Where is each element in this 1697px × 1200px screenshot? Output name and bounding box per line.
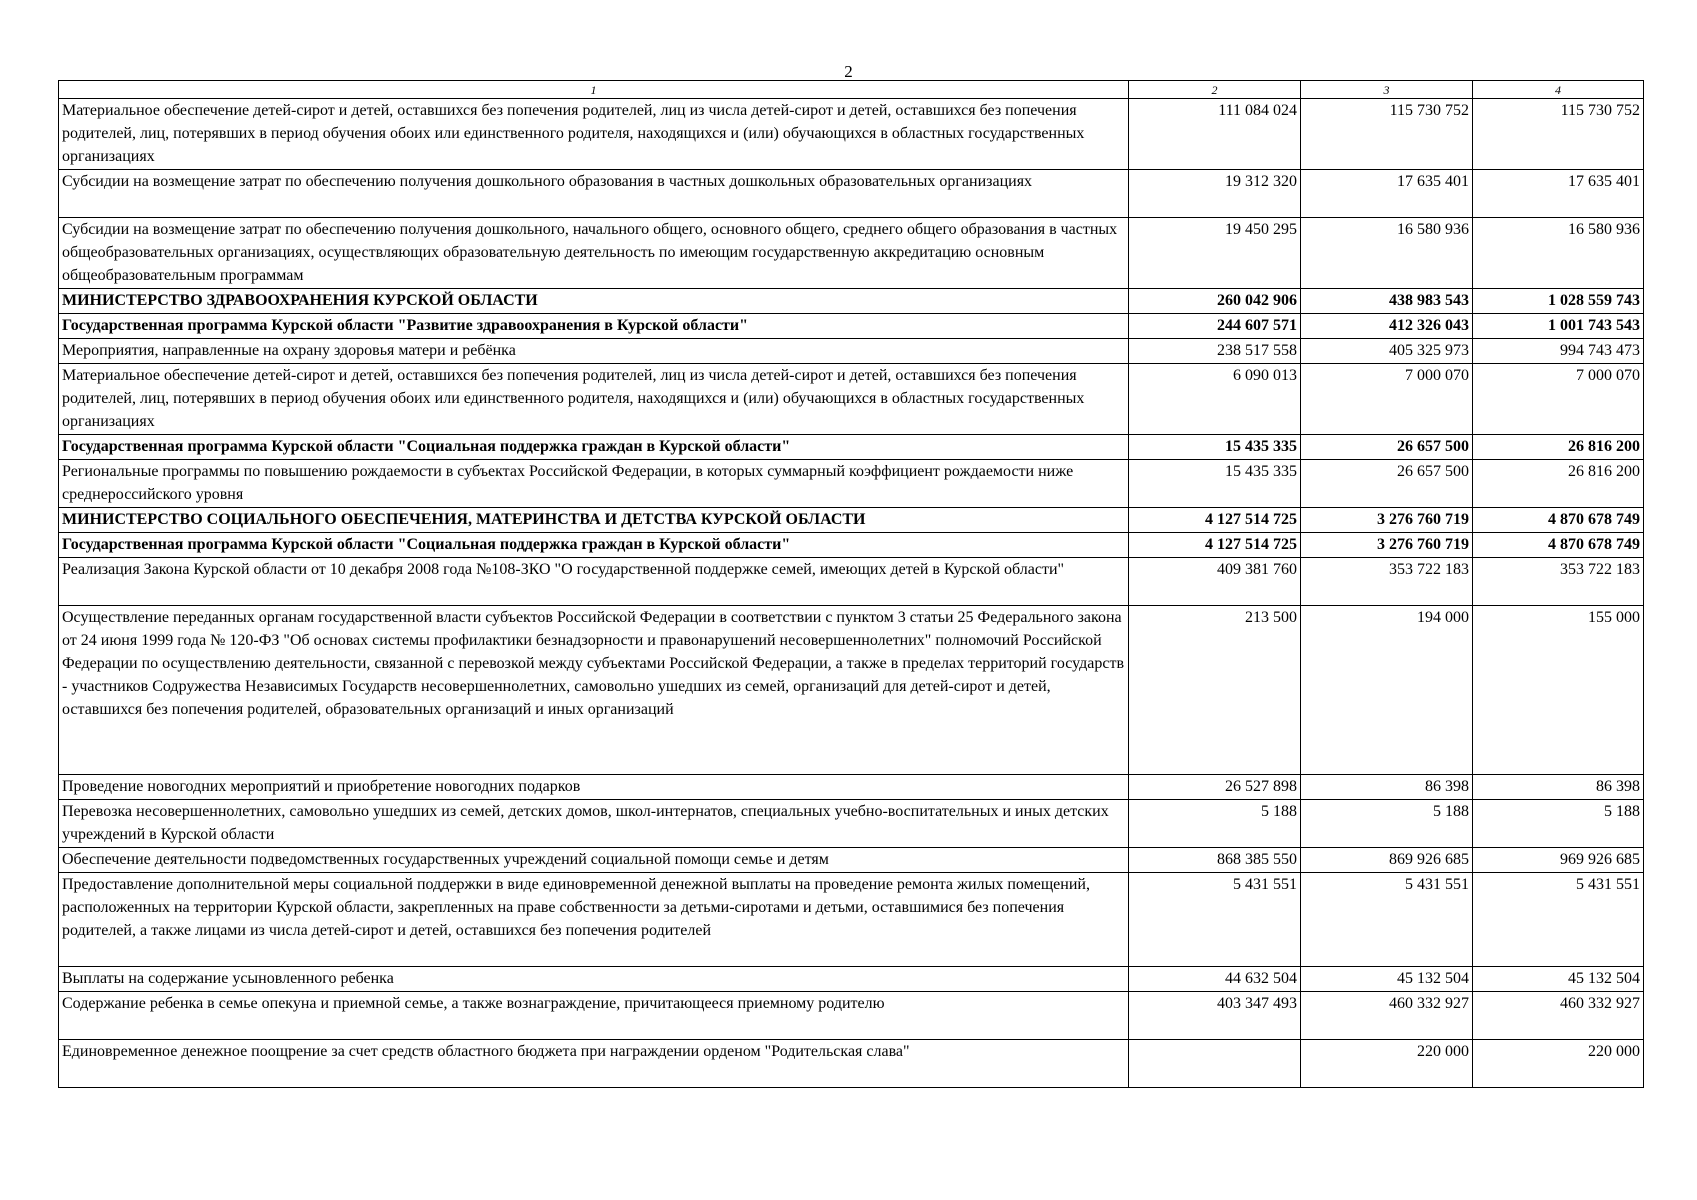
row-value-3: 4 870 678 749 [1473,533,1644,558]
column-header-1: 1 [59,81,1129,99]
row-value-2: 405 325 973 [1301,339,1473,364]
column-header-4: 4 [1473,81,1644,99]
page-number: 2 [844,62,853,81]
row-value-1: 111 084 024 [1129,99,1301,170]
row-value-1: 19 450 295 [1129,218,1301,289]
row-value-1: 15 435 335 [1129,435,1301,460]
budget-table [58,80,1644,1088]
table-row [59,558,1644,606]
row-value-2: 45 132 504 [1301,967,1473,992]
row-value-2: 220 000 [1301,1040,1473,1088]
row-value-1: 26 527 898 [1129,775,1301,800]
row-name: Содержание ребенка в семье опекуна и приемной семье, а также вознаграждение, причитающееся приемному родителю [59,992,1129,1040]
row-value-3: 5 188 [1473,800,1644,848]
row-name: Материальное обеспечение детей-сирот и детей, оставшихся без попечения родителей, лиц из числа детей-сирот и детей, оставшихся без попечения родителей, лиц, потерявших в период обучения обоих или единственного родителя, находящихся и (или) обучающихся в областных государственных организациях [59,364,1129,435]
row-value-2: 412 326 043 [1301,314,1473,339]
table-row-program [59,314,1644,339]
row-value-2: 5 431 551 [1301,873,1473,967]
row-value-3: 1 028 559 743 [1473,289,1644,314]
row-name: Проведение новогодних мероприятий и приобретение новогодних подарков [59,775,1129,800]
row-name: Региональные программы по повышению рождаемости в субъектах Российской Федерации, в которых суммарный коэффициент рождаемости ниже среднероссийского уровня [59,460,1129,508]
row-name: Субсидии на возмещение затрат по обеспечению получения дошкольного, начального общего, основного общего, среднего общего образования в частных общеобразовательных организациях, осуществляющих образовательную деятельность по имеющим государственную аккредитацию основным общеобразовательным программам [59,218,1129,289]
row-value-2: 115 730 752 [1301,99,1473,170]
table-row-program [59,435,1644,460]
row-value-1: 15 435 335 [1129,460,1301,508]
row-value-2: 7 000 070 [1301,364,1473,435]
table-row [59,873,1644,967]
table-row [59,775,1644,800]
row-name: Государственная программа Курской области "Социальная поддержка граждан в Курской области" [59,533,1129,558]
table-row [59,992,1644,1040]
row-name: МИНИСТЕРСТВО СОЦИАЛЬНОГО ОБЕСПЕЧЕНИЯ, МАТЕРИНСТВА И ДЕТСТВА КУРСКОЙ ОБЛАСТИ [59,508,1129,533]
table-row [59,364,1644,435]
row-value-1: 6 090 013 [1129,364,1301,435]
row-value-2: 460 332 927 [1301,992,1473,1040]
row-name: Осуществление переданных органам государственной власти субъектов Российской Федерации в соответствии с пунктом 3 статьи 25 Федерального закона от 24 июня 1999 года № 120-ФЗ "Об основах системы профилактики безнадзорности и правонарушений несовершеннолетних" полномочий Российской Федерации по осуществлению деятельности, связанной с перевозкой между субъектами Российской Федерации, а также в пределах территорий государств - участников Содружества Независимых Государств несовершеннолетних, самовольно ушедших из семей, организаций для детей-сирот и детей, оставшихся без попечения родителей, образовательных организаций и иных организаций [59,606,1129,775]
table-row-ministry [59,508,1644,533]
table-row [59,800,1644,848]
row-value-1: 44 632 504 [1129,967,1301,992]
row-value-2: 26 657 500 [1301,460,1473,508]
row-value-3: 155 000 [1473,606,1644,775]
row-value-2: 3 276 760 719 [1301,533,1473,558]
table-row-program [59,533,1644,558]
row-value-3: 45 132 504 [1473,967,1644,992]
row-value-3: 26 816 200 [1473,435,1644,460]
row-name: Реализация Закона Курской области от 10 декабря 2008 года №108-ЗКО "О государственной поддержке семей, имеющих детей в Курской области" [59,558,1129,606]
row-name: Государственная программа Курской области "Развитие здравоохранения в Курской области" [59,314,1129,339]
row-value-2: 16 580 936 [1301,218,1473,289]
table-row [59,460,1644,508]
row-name: МИНИСТЕРСТВО ЗДРАВООХРАНЕНИЯ КУРСКОЙ ОБЛАСТИ [59,289,1129,314]
row-value-2: 5 188 [1301,800,1473,848]
row-value-2: 353 722 183 [1301,558,1473,606]
table-row-ministry [59,289,1644,314]
row-value-3: 17 635 401 [1473,170,1644,218]
row-name: Государственная программа Курской области "Социальная поддержка граждан в Курской области" [59,435,1129,460]
row-value-2: 17 635 401 [1301,170,1473,218]
row-value-1: 4 127 514 725 [1129,533,1301,558]
row-value-1 [1129,1040,1301,1088]
row-value-1: 4 127 514 725 [1129,508,1301,533]
row-name: Перевозка несовершеннолетних, самовольно ушедших из семей, детских домов, школ-интернатов, специальных учебно-воспитательных и иных детских учреждений в Курской области [59,800,1129,848]
row-value-3: 26 816 200 [1473,460,1644,508]
row-value-3: 16 580 936 [1473,218,1644,289]
row-value-3: 969 926 685 [1473,848,1644,873]
row-value-1: 213 500 [1129,606,1301,775]
row-value-3: 86 398 [1473,775,1644,800]
table-row [59,339,1644,364]
row-value-2: 86 398 [1301,775,1473,800]
row-value-1: 19 312 320 [1129,170,1301,218]
row-value-2: 3 276 760 719 [1301,508,1473,533]
table-row [59,99,1644,170]
row-value-3: 4 870 678 749 [1473,508,1644,533]
row-value-1: 260 042 906 [1129,289,1301,314]
table-row [59,170,1644,218]
row-name: Обеспечение деятельности подведомственных государственных учреждений социальной помощи семье и детям [59,848,1129,873]
column-header-2: 2 [1129,81,1301,99]
row-name: Единовременное денежное поощрение за счет средств областного бюджета при награждении орденом "Родительская слава" [59,1040,1129,1088]
row-value-1: 409 381 760 [1129,558,1301,606]
row-value-3: 1 001 743 543 [1473,314,1644,339]
table-row [59,1040,1644,1088]
row-value-3: 220 000 [1473,1040,1644,1088]
row-value-3: 460 332 927 [1473,992,1644,1040]
row-value-3: 7 000 070 [1473,364,1644,435]
row-value-1: 868 385 550 [1129,848,1301,873]
row-name: Субсидии на возмещение затрат по обеспечению получения дошкольного образования в частных дошкольных образовательных организациях [59,170,1129,218]
row-value-1: 244 607 571 [1129,314,1301,339]
column-header-3: 3 [1301,81,1473,99]
row-value-3: 115 730 752 [1473,99,1644,170]
row-value-1: 403 347 493 [1129,992,1301,1040]
row-name: Выплаты на содержание усыновленного ребенка [59,967,1129,992]
table-row [59,848,1644,873]
row-value-1: 5 188 [1129,800,1301,848]
row-value-2: 26 657 500 [1301,435,1473,460]
row-value-3: 5 431 551 [1473,873,1644,967]
row-value-1: 238 517 558 [1129,339,1301,364]
row-value-1: 5 431 551 [1129,873,1301,967]
table-row [59,606,1644,775]
row-name: Предоставление дополнительной меры социальной поддержки в виде единовременной денежной выплаты на проведение ремонта жилых помещений, расположенных на территории Курской области, закрепленных на праве собственности за детьми-сиротами и детьми, оставшимися без попечения родителей, а также лицами из числа детей-сирот и детей, оставшихся без попечения родителей [59,873,1129,967]
row-value-3: 353 722 183 [1473,558,1644,606]
header-row [59,81,1644,99]
row-value-2: 869 926 685 [1301,848,1473,873]
table-row [59,218,1644,289]
row-value-2: 438 983 543 [1301,289,1473,314]
table-row [59,967,1644,992]
row-name: Материальное обеспечение детей-сирот и детей, оставшихся без попечения родителей, лиц из числа детей-сирот и детей, оставшихся без попечения родителей, лиц, потерявших в период обучения обоих или единственного родителя, находящихся и (или) обучающихся в областных государственных организациях [59,99,1129,170]
row-name: Мероприятия, направленные на охрану здоровья матери и ребёнка [59,339,1129,364]
row-value-3: 994 743 473 [1473,339,1644,364]
row-value-2: 194 000 [1301,606,1473,775]
